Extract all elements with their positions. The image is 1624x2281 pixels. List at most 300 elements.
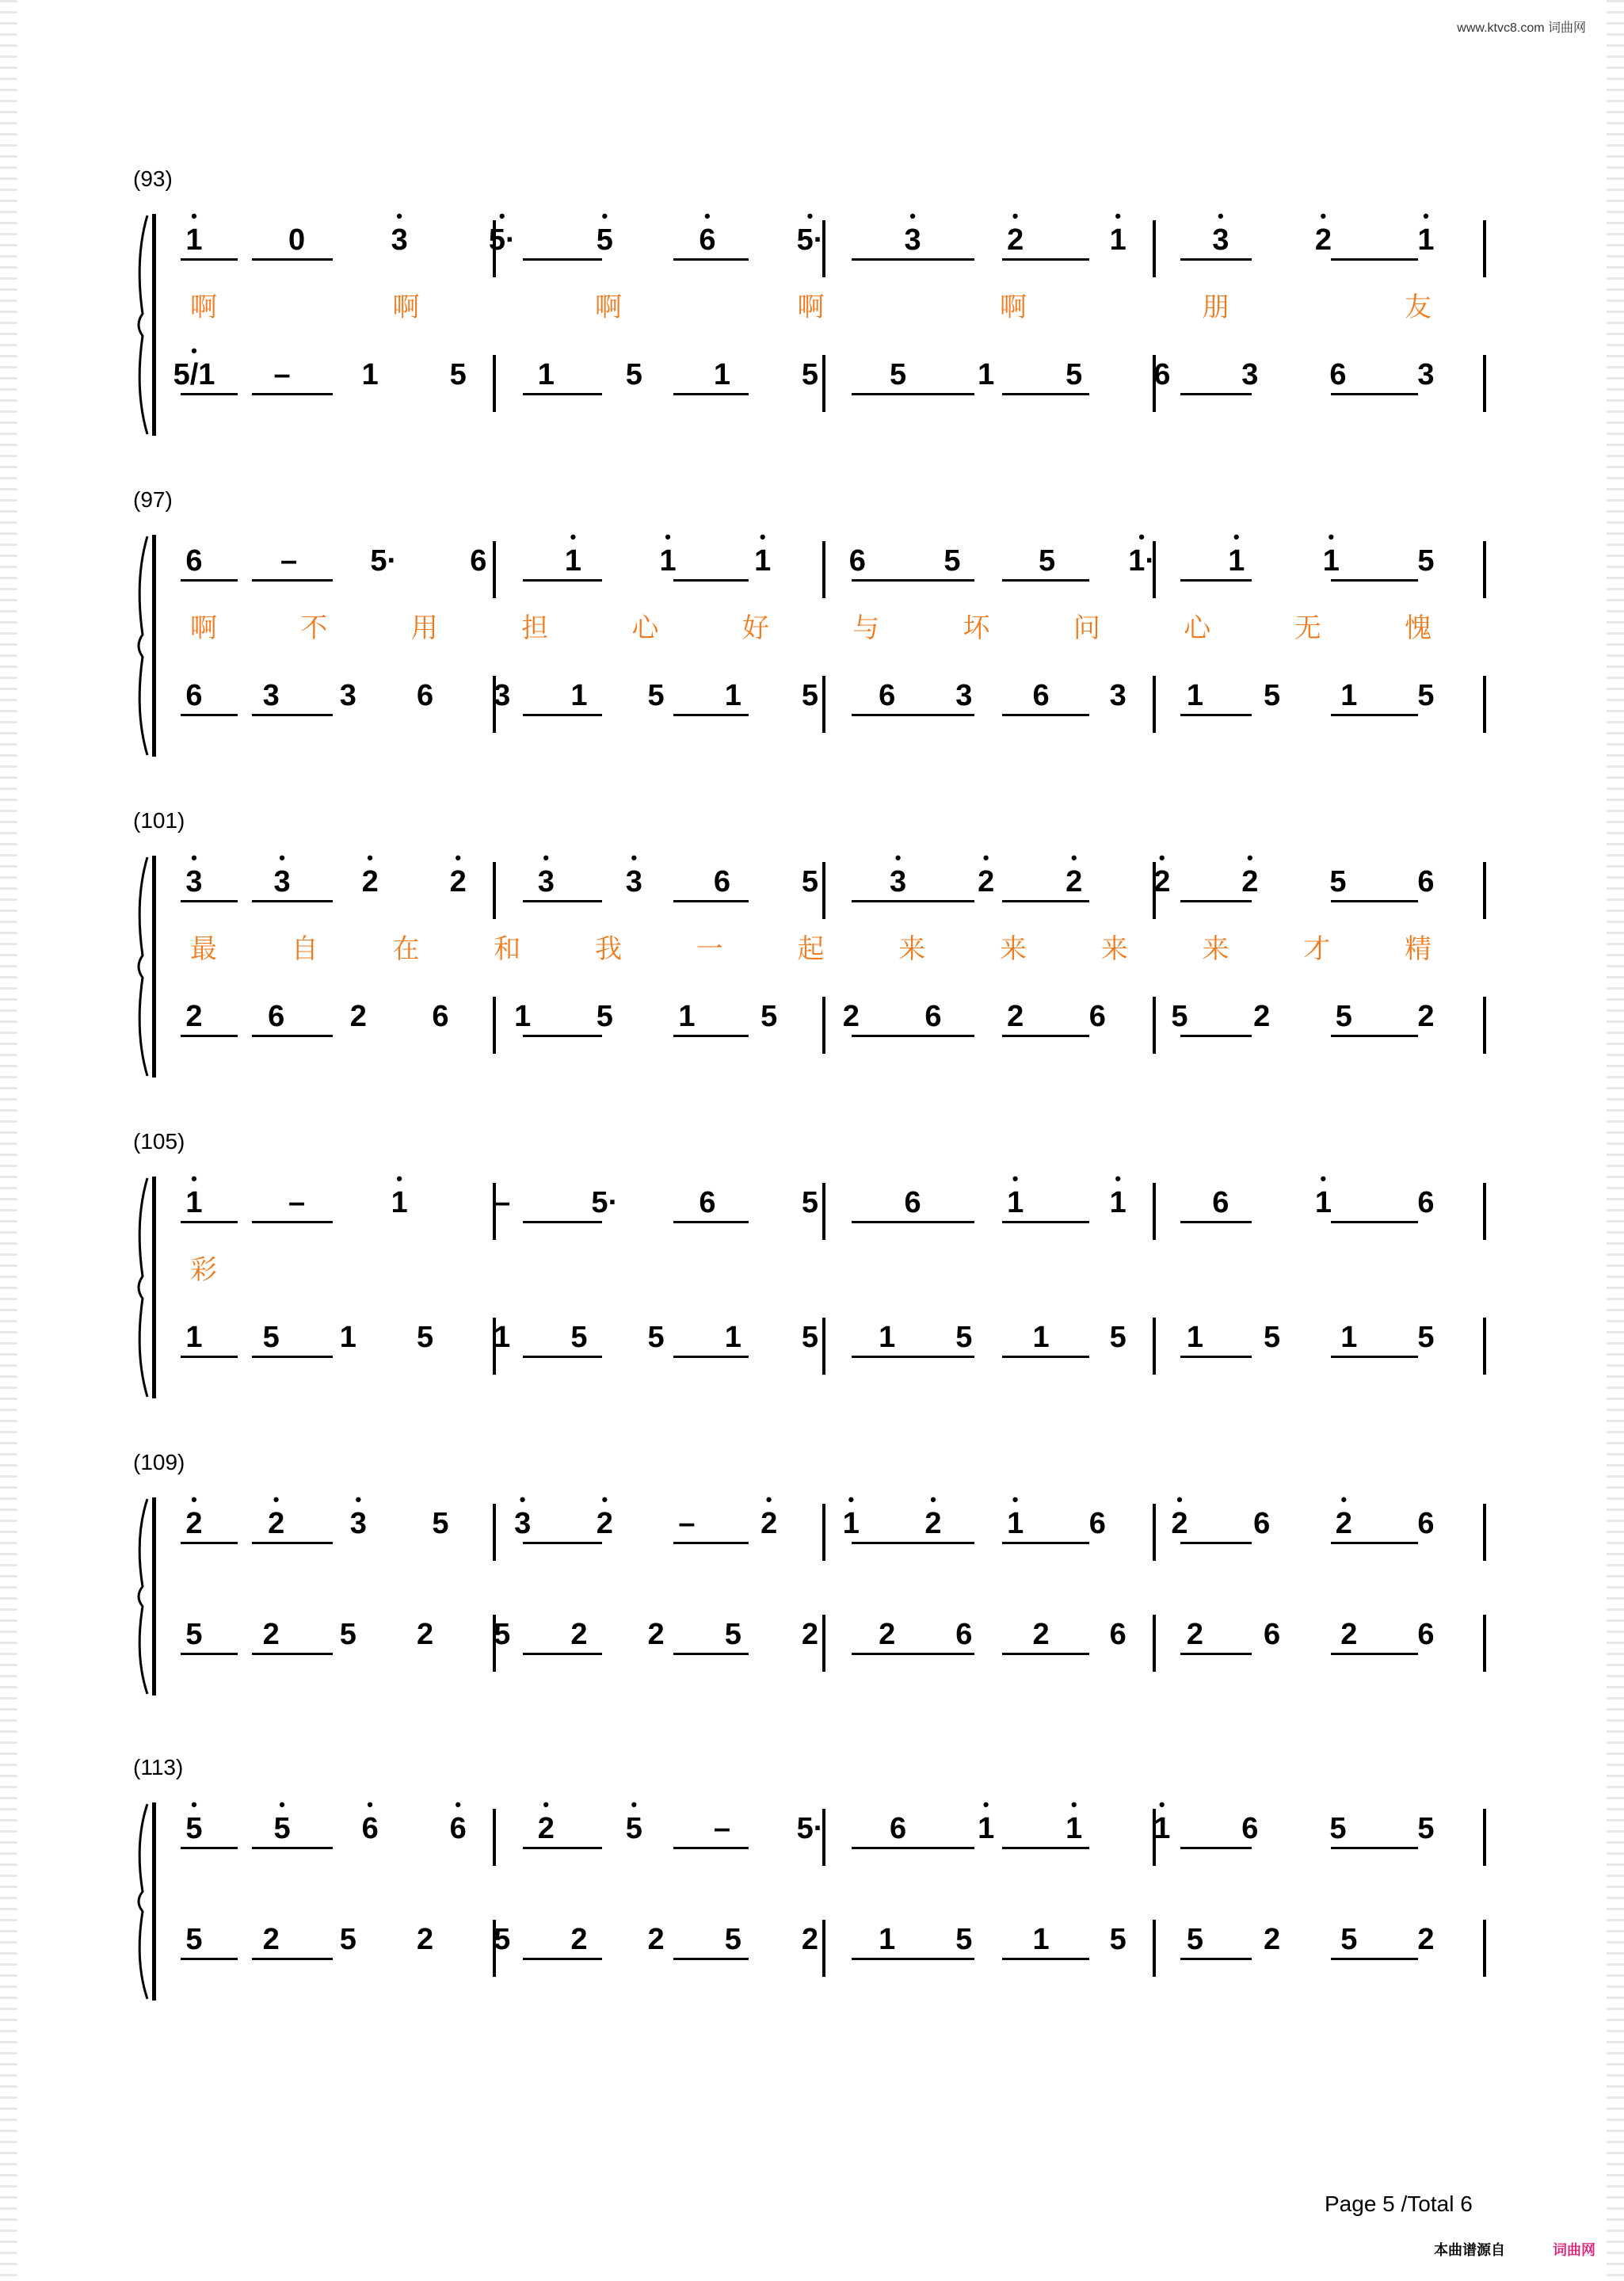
note-digit: 3: [904, 223, 921, 257]
bass-note: [802, 1619, 818, 1650]
bass-note: [1417, 1619, 1434, 1650]
beam-line: [1002, 1542, 1089, 1544]
bass-note: [538, 360, 555, 390]
beam-line: [1002, 579, 1089, 582]
note-digit: 5: [1340, 1923, 1358, 1956]
note-digit: 3: [1212, 223, 1229, 257]
melody-note: [924, 1490, 942, 1540]
melody-note: [537, 848, 555, 898]
note-digit: 5: [801, 1321, 819, 1354]
bar-line: [822, 1615, 825, 1672]
note-digit: 3: [955, 679, 973, 712]
note-digit: –: [494, 1186, 511, 1219]
bass-note: [1264, 681, 1280, 711]
octave-dot-above: •: [1070, 848, 1077, 868]
note-digit: 5: [1264, 1321, 1281, 1354]
octave-dot-above: •: [279, 1795, 285, 1814]
bass-note: [802, 1924, 818, 1955]
bass-note: [1417, 1322, 1434, 1352]
note-digit: 5: [273, 1812, 291, 1845]
bass-note: [1187, 1619, 1203, 1650]
octave-dot-above: •: [1012, 1169, 1019, 1188]
beam-line: [852, 1035, 974, 1037]
note-digit: 1: [185, 223, 203, 257]
note-digit: 6: [185, 544, 203, 578]
melody-note: [494, 1188, 510, 1218]
melody-note: [361, 848, 379, 898]
note-digit: 6: [1212, 1186, 1229, 1219]
bar-line: [1483, 1809, 1486, 1866]
note-digit: 1: [754, 544, 772, 578]
lyric-syllable: 一: [696, 934, 723, 964]
bass-note: [494, 1619, 510, 1650]
note-digit: 1: [724, 679, 741, 712]
melody-note: [391, 1169, 408, 1219]
melody-note: [596, 206, 613, 257]
note-digit: 3: [537, 865, 555, 898]
bass-note: [714, 360, 730, 390]
beam-line: [181, 258, 238, 261]
beam-line: [1002, 900, 1089, 902]
note-digit: 5: [889, 358, 907, 391]
note-digit: 6: [955, 1618, 973, 1651]
lyric-syllable: 友: [1405, 292, 1431, 322]
lyric-syllable: 起: [797, 934, 825, 964]
beam-line: [673, 579, 749, 582]
beam-line: [1331, 1356, 1418, 1358]
lyric-syllable: 好: [741, 613, 769, 643]
beam-line: [852, 1542, 974, 1544]
melody-note: [889, 848, 907, 898]
brace-icon: [132, 535, 151, 757]
note-digit: 3: [349, 1507, 367, 1540]
bass-note: [1110, 1322, 1127, 1352]
bass-note: [1032, 1924, 1049, 1955]
left-watermark-strip: [0, 0, 17, 2281]
beam-line: [252, 1653, 333, 1655]
octave-dot-above: •: [665, 527, 671, 547]
melody-note: [1241, 1814, 1258, 1844]
bass-note: [1264, 1619, 1280, 1650]
octave-dot-above: •: [191, 341, 197, 360]
beam-line: [1180, 1542, 1252, 1544]
beam-line: [852, 1221, 974, 1223]
bass-note: [648, 1924, 665, 1955]
bar-line: [1483, 1318, 1486, 1375]
note-digit: 2: [1007, 223, 1024, 257]
beam-line: [673, 1221, 749, 1223]
bar-line: [822, 1920, 825, 1977]
melody-note: [625, 1795, 642, 1845]
note-digit: 6: [1329, 358, 1347, 391]
melody-note: [349, 1490, 367, 1540]
lyric-syllable: 坏: [963, 613, 990, 643]
lyric-syllable: 心: [1184, 613, 1211, 643]
lyric-syllable: 问: [1073, 613, 1100, 643]
beam-line: [852, 579, 974, 582]
bass-note: [185, 681, 202, 711]
note-digit: 6: [699, 1186, 716, 1219]
beam-line: [1002, 258, 1089, 261]
bass-note: [263, 681, 280, 711]
bass-note: [626, 360, 642, 390]
bar-line: [1483, 1183, 1486, 1240]
note-digit: 1: [1340, 1321, 1358, 1354]
melody-note: [470, 546, 486, 576]
note-digit: 5: [596, 223, 613, 257]
note-digit: 5·: [488, 223, 516, 257]
note-digit: 1: [1032, 1923, 1050, 1956]
note-digit: 3: [1417, 358, 1435, 391]
system-left-line: [152, 214, 156, 436]
melody-note: [1212, 1188, 1229, 1218]
note-digit: 1·: [1128, 544, 1156, 578]
lyric-syllable: 无: [1294, 613, 1321, 643]
bass-note: [843, 1001, 860, 1032]
note-digit: 5: [955, 1923, 973, 1956]
melody-note: [1314, 206, 1332, 257]
bass-note: [1241, 360, 1258, 390]
note-digit: 6: [1417, 1618, 1435, 1651]
melody-note: [1329, 1814, 1346, 1844]
octave-dot-above: •: [1012, 1490, 1019, 1509]
note-digit: 1: [1066, 1812, 1083, 1845]
melody-note: [1109, 206, 1127, 257]
note-digit: 2: [1417, 1000, 1435, 1033]
lyric-syllable: 啊: [595, 292, 622, 322]
note-digit: 5: [1329, 865, 1347, 898]
beam-line: [1180, 579, 1252, 582]
beam-line: [1180, 258, 1252, 261]
melody-note: [1322, 527, 1340, 578]
note-digit: 6: [1109, 1618, 1127, 1651]
note-digit: 2: [879, 1618, 896, 1651]
note-digit: 2: [1314, 223, 1332, 257]
lyric-syllable: 我: [595, 934, 622, 964]
bass-note: [1336, 1001, 1352, 1032]
beam-line: [1180, 1958, 1252, 1960]
beam-line: [852, 714, 974, 716]
note-digit: 5: [625, 1812, 642, 1845]
note-digit: 6: [185, 679, 203, 712]
note-digit: 1: [570, 679, 588, 712]
note-digit: 1: [1153, 1812, 1171, 1845]
note-digit: 3: [889, 865, 907, 898]
lyric-syllable: 不: [300, 613, 328, 643]
melody-note: [1128, 527, 1156, 578]
bar-line: [1483, 1920, 1486, 1977]
bass-note: [1340, 1924, 1357, 1955]
note-digit: 3: [1109, 679, 1127, 712]
octave-dot-above: •: [396, 206, 402, 226]
note-digit: 5: [416, 1321, 434, 1354]
octave-dot-above: •: [191, 1795, 197, 1814]
note-digit: 6: [1417, 1186, 1435, 1219]
note-digit: 1: [537, 358, 555, 391]
melody-note: [761, 1490, 778, 1540]
note-digit: 2: [647, 1618, 665, 1651]
bass-note: [1007, 1001, 1024, 1032]
octave-dot-above: •: [930, 1490, 936, 1509]
melody-note: [1241, 848, 1259, 898]
lyric-syllable: 最: [190, 934, 217, 964]
octave-dot-above: •: [1340, 1490, 1348, 1509]
melody-note: [1212, 206, 1229, 257]
bar-line: [493, 862, 496, 919]
note-digit: 1: [842, 1507, 860, 1540]
note-digit: 1: [1340, 679, 1358, 712]
bass-note: [173, 341, 215, 391]
melody-note: [488, 206, 516, 257]
bar-line: [822, 1183, 825, 1240]
lyric-syllable: 彩: [190, 1255, 217, 1285]
beam-line: [252, 1035, 333, 1037]
melody-note: [1089, 1509, 1106, 1539]
note-digit: 5: [761, 1000, 778, 1033]
note-digit: 1: [978, 358, 995, 391]
note-digit: 1: [1109, 1186, 1127, 1219]
lyric-syllable: 来: [898, 934, 926, 964]
lyric-syllable: 来: [1100, 934, 1128, 964]
octave-dot-above: •: [1070, 1795, 1077, 1814]
melody-note: [699, 1188, 715, 1218]
measure-number: (109): [133, 1450, 185, 1474]
bass-note: [924, 1001, 941, 1032]
melody-note: [802, 1188, 818, 1218]
note-digit: 1: [339, 1321, 356, 1354]
bass-note: [570, 1322, 587, 1352]
lyric-syllable: 用: [410, 613, 438, 643]
bass-note: [268, 1001, 284, 1032]
bar-line: [1153, 997, 1156, 1054]
lyric-syllable: 来: [1202, 934, 1229, 964]
melody-note: [978, 1795, 995, 1845]
note-digit: 1: [724, 1321, 741, 1354]
melody-note: [714, 867, 730, 897]
melody-note: [1417, 206, 1435, 257]
note-digit: 2: [1186, 1618, 1204, 1651]
beam-line: [1180, 1221, 1252, 1223]
beam-line: [252, 1221, 333, 1223]
bar-line: [822, 541, 825, 598]
beam-line: [523, 1356, 602, 1358]
note-digit: 5: [801, 865, 819, 898]
note-digit: 3: [273, 865, 291, 898]
bass-note: [1066, 360, 1082, 390]
measure-number: (105): [133, 1129, 185, 1154]
note-digit: 1: [1186, 679, 1204, 712]
melody-note: [1066, 1795, 1083, 1845]
bar-line: [493, 541, 496, 598]
bass-note: [1329, 360, 1346, 390]
octave-dot-above: •: [909, 206, 916, 226]
note-digit: 6: [470, 544, 487, 578]
bass-note: [1032, 681, 1049, 711]
beam-line: [1331, 900, 1418, 902]
note-digit: 5: [185, 1812, 203, 1845]
beam-line: [252, 393, 333, 395]
note-digit: 5: [1329, 1812, 1347, 1845]
octave-dot-above: •: [543, 848, 550, 868]
bass-note: [1089, 1001, 1106, 1032]
bass-note: [955, 681, 972, 711]
note-digit: 2: [978, 865, 995, 898]
note-digit: 5·: [796, 1812, 824, 1845]
note-digit: 5: [1417, 1812, 1435, 1845]
bass-note: [1187, 681, 1203, 711]
beam-line: [181, 1221, 238, 1223]
beam-line: [673, 1847, 749, 1849]
beam-line: [252, 1958, 333, 1960]
note-digit: 3: [262, 679, 280, 712]
note-digit: 2: [1171, 1507, 1188, 1540]
bass-note: [185, 1619, 202, 1650]
system-left-line: [152, 1802, 156, 2001]
beam-line: [673, 1653, 749, 1655]
note-digit: 5: [1186, 1923, 1204, 1956]
bass-note: [678, 1001, 695, 1032]
beam-line: [1331, 1847, 1418, 1849]
lyric-syllable: 愧: [1405, 613, 1431, 643]
lyric-syllable: 精: [1405, 934, 1431, 964]
note-digit: 2: [1241, 865, 1259, 898]
bass-note: [263, 1619, 280, 1650]
note-digit: 2: [647, 1923, 665, 1956]
note-digit: 2: [1032, 1618, 1050, 1651]
bass-note: [1187, 1924, 1203, 1955]
note-digit: 5·: [591, 1186, 619, 1219]
melody-note: [796, 206, 824, 257]
note-digit: 1: [361, 358, 379, 391]
octave-dot-above: •: [191, 848, 197, 868]
note-digit: 2: [185, 1507, 203, 1540]
melody-note: [659, 527, 677, 578]
bar-line: [822, 862, 825, 919]
note-digit: 1: [1322, 544, 1340, 578]
bass-note: [263, 1924, 280, 1955]
bar-line: [1483, 1504, 1486, 1561]
note-digit: 3: [339, 679, 356, 712]
beam-line: [252, 258, 333, 261]
melody-note: [1314, 1169, 1332, 1219]
beam-line: [523, 579, 602, 582]
beam-line: [1331, 1221, 1418, 1223]
bar-line: [1483, 541, 1486, 598]
site-logo: 词曲网: [1553, 2242, 1595, 2258]
bass-note: [185, 1322, 202, 1352]
beam-line: [1180, 714, 1252, 716]
beam-line: [252, 1356, 333, 1358]
melody-note: [978, 848, 995, 898]
beam-line: [181, 900, 238, 902]
bass-note: [1417, 681, 1434, 711]
melody-note: [714, 1814, 730, 1844]
beam-line: [1331, 258, 1418, 261]
melody-note: [273, 1795, 291, 1845]
lyric-syllable: 和: [494, 934, 521, 964]
note-digit: 6: [268, 1000, 285, 1033]
bass-note: [1110, 1619, 1127, 1650]
bass-note: [725, 1924, 741, 1955]
lyric-syllable: 啊: [797, 292, 825, 322]
bass-note: [417, 1924, 433, 1955]
note-digit: 5: [262, 1321, 280, 1354]
bass-note: [725, 1322, 741, 1352]
octave-dot-above: •: [1320, 206, 1327, 226]
melody-note: [1417, 867, 1434, 897]
note-digit: –: [678, 1507, 696, 1540]
note-digit: 2: [262, 1923, 280, 1956]
note-digit: 2: [801, 1618, 819, 1651]
lyric-syllable: 啊: [190, 613, 217, 643]
melody-note: [905, 1188, 921, 1218]
lyric-syllable: 啊: [1000, 292, 1027, 322]
note-digit: 2: [924, 1507, 942, 1540]
note-digit: 1: [879, 1321, 896, 1354]
note-digit: 2: [1153, 865, 1171, 898]
melody-note: [391, 206, 408, 257]
beam-line: [1331, 1542, 1418, 1544]
note-digit: 2: [537, 1812, 555, 1845]
beam-line: [1180, 1653, 1252, 1655]
bass-note: [1417, 360, 1434, 390]
note-digit: 6: [889, 1812, 907, 1845]
note-digit: 6: [1417, 865, 1435, 898]
bass-note: [273, 360, 290, 390]
beam-line: [673, 1958, 749, 1960]
note-digit: 5: [596, 1000, 613, 1033]
brace-icon: [132, 856, 151, 1078]
note-digit: 1: [1007, 1186, 1024, 1219]
note-digit: 5·: [370, 544, 398, 578]
beam-line: [1002, 1653, 1089, 1655]
bass-note: [362, 360, 379, 390]
beam-line: [1002, 1847, 1089, 1849]
bass-note: [1187, 1322, 1203, 1352]
note-digit: 5: [801, 358, 819, 391]
octave-dot-above: •: [1138, 527, 1145, 547]
beam-line: [1331, 1653, 1418, 1655]
note-digit: 2: [570, 1923, 588, 1956]
bar-line: [1153, 220, 1156, 277]
melody-note: [185, 546, 202, 576]
melody-note: [1417, 1814, 1434, 1844]
melody-note: [1417, 1188, 1434, 1218]
octave-dot-above: •: [982, 848, 989, 868]
note-digit: 5·: [796, 223, 824, 257]
octave-dot-above: •: [367, 848, 373, 868]
note-digit: 3: [1241, 358, 1259, 391]
note-digit: 6: [1417, 1507, 1435, 1540]
beam-line: [252, 1847, 333, 1849]
beam-line: [1002, 1958, 1089, 1960]
melody-note: [514, 1490, 532, 1540]
note-digit: 5: [1417, 679, 1435, 712]
bass-note: [494, 1924, 510, 1955]
lyric-syllable: 与: [852, 613, 880, 643]
melody-note: [370, 546, 397, 576]
note-digit: 1: [678, 1000, 696, 1033]
beam-line: [852, 1847, 974, 1849]
beam-line: [181, 1035, 238, 1037]
bass-note: [879, 1322, 895, 1352]
beam-line: [523, 900, 602, 902]
beam-line: [523, 1035, 602, 1037]
note-digit: 5: [339, 1618, 356, 1651]
measure-number: (97): [133, 487, 173, 512]
beam-line: [523, 714, 602, 716]
octave-dot-above: •: [455, 1795, 462, 1814]
